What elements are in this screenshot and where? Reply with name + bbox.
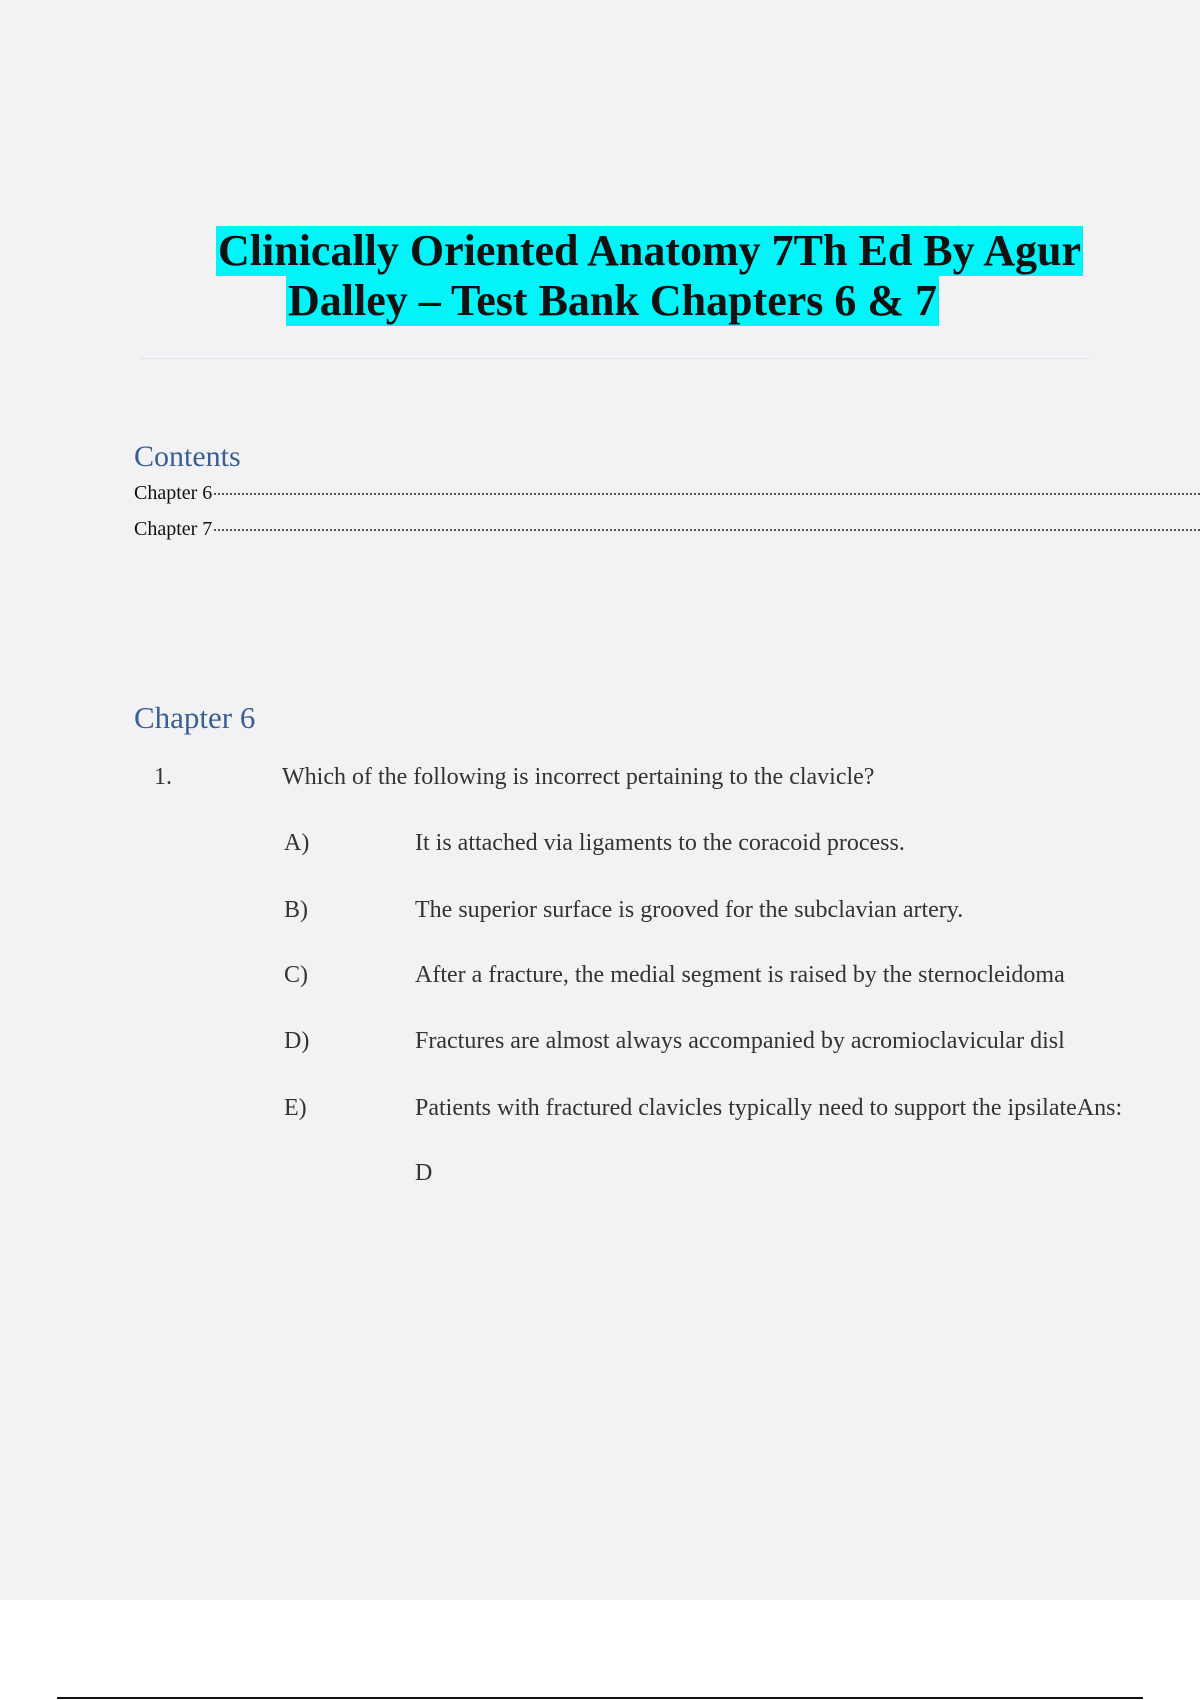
option-b-letter: B) [284, 897, 308, 923]
question-text: Which of the following is incorrect pertaining to the clavicle? [282, 764, 875, 790]
footer-divider [57, 1697, 1143, 1699]
toc-entry-chapter-6[interactable] [134, 482, 1200, 505]
title-line-2: Dalley – Test Bank Chapters 6 & 7 [288, 276, 938, 325]
option-e-text: Patients with fractured clavicles typically need to support the ipsilateAns: [415, 1095, 1123, 1121]
option-e-letter: E) [284, 1095, 307, 1121]
title-line-1: Clinically Oriented Anatomy 7Th Ed By Agur [218, 226, 1081, 275]
question-number: 1. [154, 764, 172, 790]
toc-entry-chapter-7[interactable] [134, 518, 1200, 541]
option-d-text: Fractures are almost always accompanied by acromioclavicular disl [415, 1028, 1065, 1054]
option-c-letter: C) [284, 962, 308, 988]
toc-dot-leader [214, 492, 1200, 495]
toc-dot-leader [214, 528, 1200, 531]
title-divider [140, 358, 1090, 359]
option-a-text: It is attached via ligaments to the coracoid process. [415, 830, 905, 856]
answer-value: D [415, 1160, 433, 1186]
option-c-text: After a fracture, the medial segment is raised by the sternocleidoma [415, 962, 1065, 988]
toc-entry-label: Chapter 6 [134, 482, 213, 504]
option-a-letter: A) [284, 830, 310, 856]
option-b-text: The superior surface is grooved for the subclavian artery. [415, 897, 964, 923]
toc-entry-label: Chapter 7 [134, 518, 213, 540]
chapter-heading: Chapter 6 [134, 700, 256, 735]
toc-heading: Contents [134, 440, 241, 473]
option-d-letter: D) [284, 1028, 310, 1054]
